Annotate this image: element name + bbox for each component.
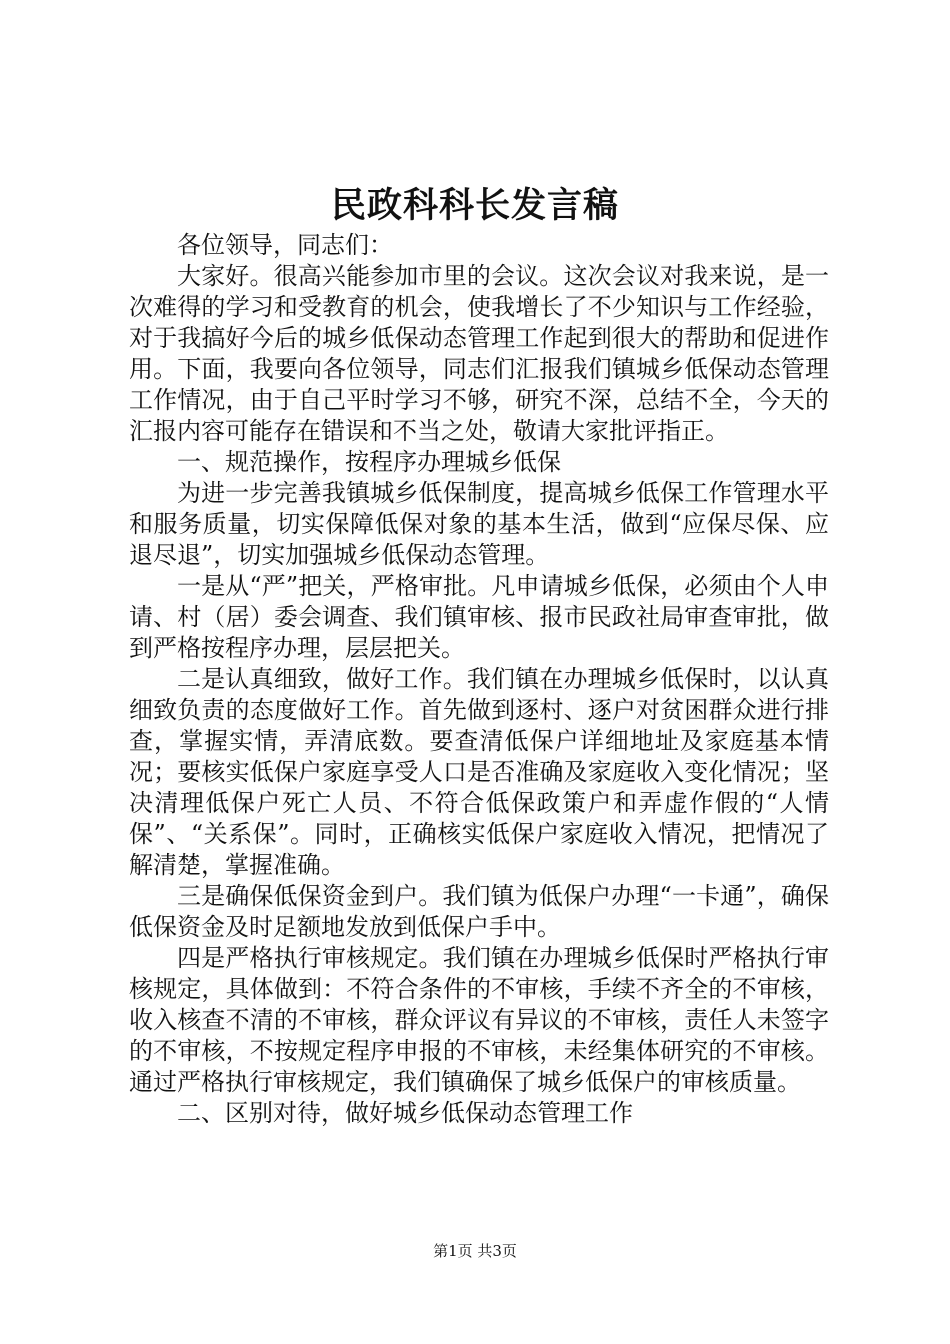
paragraph-point-1: 一是从“严”把关，严格审批。凡申请城乡低保，必须由个人申请、村（居）委会调查、我们镇审核、报市民政社局审查审批，做到严格按程序办理，层层把关。 [129, 572, 829, 662]
paragraph-point-2: 二是认真细致，做好工作。我们镇在办理城乡低保时，以认真细致负责的态度做好工作。首先做到逐村、逐户对贫困群众进行排查，掌握实情，弄清底数。要查清低保户详细地址及家庭基本情况；要核实低保户家庭享受人口是否准确及家庭收入变化情况；坚决清理低保户死亡人员、不符合低保政策户和弄虚作假的“人情保”、“关系保”。同时，正确核实低保户家庭收入情况，把情况了解清楚，掌握准确。 [129, 665, 829, 879]
page-indicator: 第1页 共3页 [433, 1242, 517, 1260]
paragraph-intro: 为进一步完善我镇城乡低保制度，提高城乡低保工作管理水平和服务质量，切实保障低保对象的基本生活，做到“应保尽保、应退尽退”，切实加强城乡低保动态管理。 [129, 479, 829, 569]
document-body [129, 230, 829, 1129]
paragraph-point-4: 四是严格执行审核规定。我们镇在办理城乡低保时严格执行审核规定，具体做到：不符合条件的不审核，手续不齐全的不审核，收入核查不清的不审核，群众评议有异议的不审核，责任人未签字的不审核，不按规定程序申报的不审核，未经集体研究的不审核。通过严格执行审核规定，我们镇确保了城乡低保户的审核质量。 [129, 944, 829, 1096]
document-title: 民政科科长发言稿 [330, 185, 619, 226]
section-heading-2: 二、区别对待，做好城乡低保动态管理工作 [177, 1099, 633, 1127]
paragraph-opening: 大家好。很高兴能参加市里的会议。这次会议对我来说，是一次难得的学习和受教育的机会，使我增长了不少知识与工作经验，对于我搞好今后的城乡低保动态管理工作起到很大的帮助和促进作用。下面，我要向各位领导，同志们汇报我们镇城乡低保动态管理工作情况，由于自己平时学习不够，研究不深，总结不全，今天的汇报内容可能存在错误和不当之处，敬请大家批评指正。 [129, 262, 829, 445]
salutation: 各位领导，同志们： [177, 231, 393, 259]
paragraph-point-3: 三是确保低保资金到户。我们镇为低保户办理“一卡通”，确保低保资金及时足额地发放到低保户手中。 [129, 882, 829, 941]
section-heading-1: 一、规范操作，按程序办理城乡低保 [177, 448, 561, 476]
